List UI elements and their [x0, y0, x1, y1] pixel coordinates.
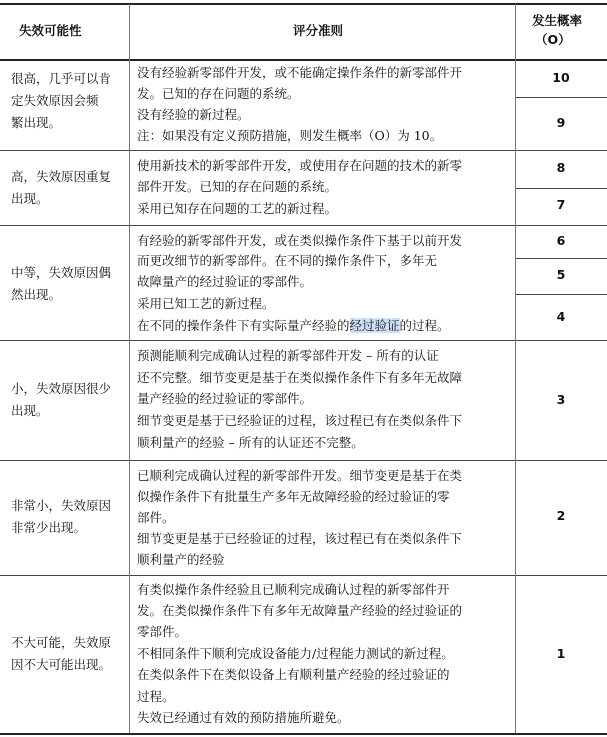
- criteria-text: 有类似操作条件经验且已顺利完成确认过程的新零部件开: [137, 582, 450, 597]
- criteria-text-segment: 在不同的操作条件下有实际量产经验的: [137, 318, 350, 333]
- criteria-text: 故障量产的经过验证的零部件。: [137, 274, 313, 289]
- header-occurrence: 发生概率: [532, 13, 583, 28]
- rating-divider: [515, 258, 607, 259]
- occurrence-rating: 8: [556, 160, 566, 175]
- occurrence-rating: 2: [556, 508, 566, 523]
- criteria-text: 已顺利完成确认过程的新零部件开发。细节变更是基于在类: [137, 468, 463, 483]
- possibility-text: 中等，失效原因偶: [11, 265, 112, 280]
- bottom-rule: [0, 733, 607, 735]
- criteria-text: 顺利量产的经验 – 所有的认证还不完整。: [137, 435, 364, 450]
- possibility-text: 出现。: [11, 403, 49, 418]
- occurrence-rating: 1: [556, 646, 566, 661]
- criteria-text: 有经验的新零部件开发，或在类似操作条件下基于以前开发: [137, 233, 463, 248]
- highlighted-text: 经过验证: [349, 318, 400, 333]
- possibility-text: 非常小，失效原因: [11, 498, 112, 513]
- possibility-text: 定失效原因会频: [11, 93, 99, 108]
- criteria-text: 没有经验新零部件开发，或不能确定操作条件的新零部件开: [137, 65, 463, 80]
- column-divider: [129, 4, 130, 733]
- possibility-text: 不大可能，失效原: [11, 635, 112, 650]
- criteria-text: 零部件。: [137, 624, 188, 639]
- criteria-text: 顺利量产的经验: [137, 552, 225, 567]
- occurrence-rating: 4: [556, 309, 566, 324]
- criteria-text: 似操作条件下有批量生产多年无故障经验的经过验证的零: [137, 489, 450, 504]
- criteria-text-segment: 的过程。: [399, 318, 450, 333]
- criteria-text: 部件开发。已知的存在问题的系统。: [137, 179, 338, 194]
- criteria-text: 发。已知的存在问题的系统。: [137, 86, 300, 101]
- criteria-text: 部件。: [137, 510, 175, 525]
- criteria-text: 采用已知存在问题的工艺的新过程。: [137, 201, 338, 216]
- possibility-text: 很高，几乎可以肯: [11, 71, 112, 86]
- criteria-text: 细节变更是基于已经验证的过程，该过程已有在类似条件下: [137, 413, 463, 428]
- column-divider: [515, 4, 516, 733]
- occurrence-rating: 6: [556, 233, 566, 248]
- header-possibility: 失效可能性: [19, 23, 82, 38]
- criteria-text: 失效已经通过有效的预防措施所避免。: [137, 710, 350, 725]
- rating-divider: [515, 97, 607, 98]
- criteria-text: 采用已知工艺的新过程。: [137, 296, 275, 311]
- criteria-text: 而更改细节的新零部件。在不同的操作条件下，多年无: [137, 253, 438, 268]
- criteria-text: 预测能顺利完成确认过程的新零部件开发 – 所有的认证: [137, 348, 439, 363]
- possibility-text: 出现。: [11, 191, 49, 206]
- occurrence-rating: 9: [556, 115, 566, 130]
- occurrence-rating: 7: [556, 197, 566, 212]
- possibility-text: 高，失效原因重复: [11, 169, 112, 184]
- possibility-text: 然出现。: [11, 287, 62, 302]
- header-occurrence-symbol: （O）: [535, 32, 571, 47]
- possibility-text: 非常少出现。: [11, 520, 87, 535]
- header-criteria: 评分准则: [293, 23, 344, 38]
- rating-divider: [515, 188, 607, 189]
- occurrence-rating: 5: [556, 267, 566, 282]
- criteria-text: 没有经验的新过程。: [137, 107, 250, 122]
- criteria-text: 在类似条件下在类似设备上有顺利量产经验的经过验证的: [137, 667, 450, 682]
- possibility-text: 小，失效原因很少: [11, 381, 112, 396]
- rating-divider: [515, 294, 607, 295]
- criteria-text: 细节变更是基于已经验证的过程，该过程已有在类似条件下: [137, 531, 463, 546]
- occurrence-rating: 3: [556, 392, 566, 407]
- criteria-text: 使用新技术的新零部件开发，或使用存在问题的技术的新零: [137, 158, 463, 173]
- criteria-text: 过程。: [137, 689, 175, 704]
- possibility-text: 繁出现。: [11, 115, 62, 130]
- criteria-text: 注：如果没有定义预防措施，则发生概率（O）为 10。: [137, 128, 443, 143]
- criteria-text: 不相同条件下顺利完成设备能力/过程能力测试的新过程。: [137, 646, 454, 661]
- criteria-text: 量产经验的经过验证的零部件。: [137, 391, 313, 406]
- criteria-text: 还不完整。细节变更是基于在类似操作条件下有多年无故障: [137, 370, 463, 385]
- criteria-text: 发。在类似操作条件下有多年无故障量产经验的经过验证的: [137, 603, 463, 618]
- occurrence-rating: 10: [552, 70, 570, 85]
- criteria-text: [137, 317, 450, 335]
- possibility-text: 因不大可能出现。: [11, 657, 112, 672]
